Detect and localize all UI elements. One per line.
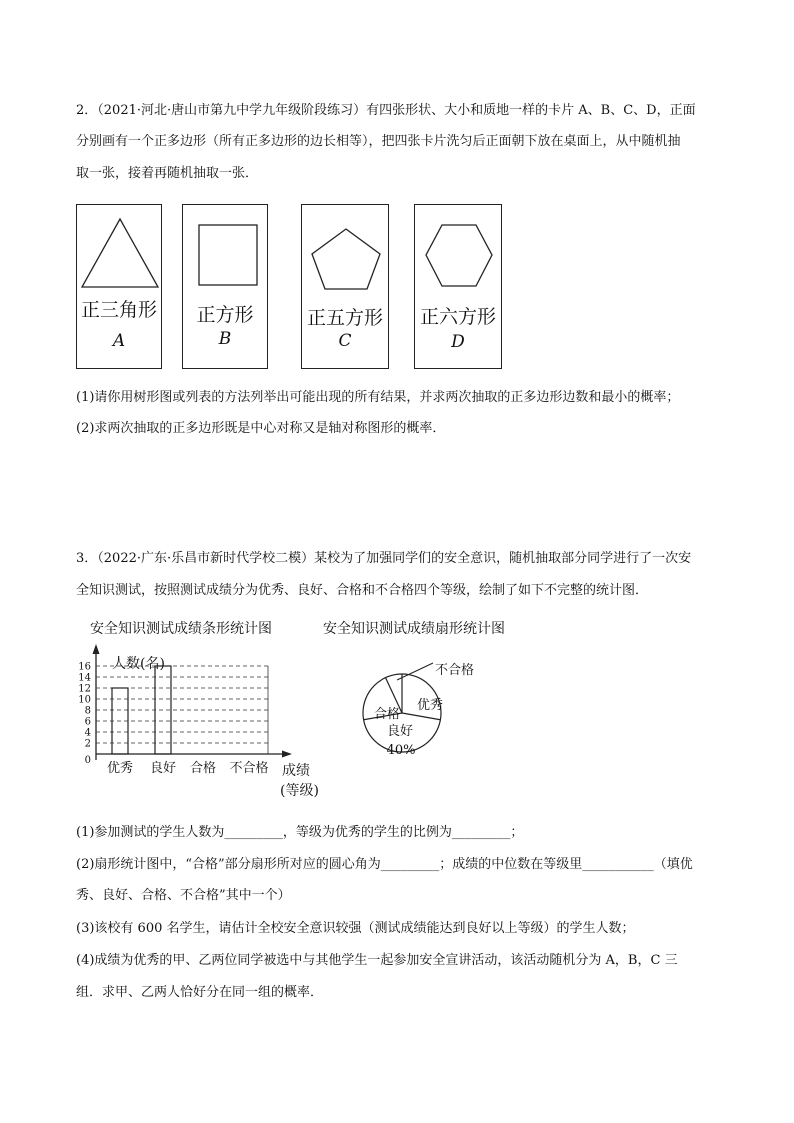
pie-chart [355,650,495,780]
y-tick-label: 6 [84,716,91,728]
y-tick-label: 2 [84,738,91,750]
q3-sub-6: 组．求甲、乙两人恰好分在同一组的概率． [76,985,324,1000]
card-c-letter: C [338,331,352,351]
y-axis-arrow-icon [93,644,100,654]
x-axis-unit: (等级) [280,783,319,799]
card-a-name: 正三角形 [80,299,157,321]
x-category-label: 合格 [189,761,217,776]
q3-sub-3: 秀、良好、合格、不合格”其中一个） [76,888,291,903]
pie-slice-label: 良好 [386,724,414,739]
y-tick-label: 10 [78,694,91,706]
card-d-letter: D [451,332,465,352]
q3-line-2: 全知识测试，按照测试成绩分为优秀、良好、合格和不合格四个等级，绘制了如下不完整的统计图． [76,583,649,598]
y-axis-label: 人数(名) [112,656,165,672]
x-category-label: 不合格 [229,761,269,776]
q2-sub-2: (2)求两次抽取的正多边形既是中心对称又是轴对称图形的概率． [76,421,446,436]
card-c [301,204,389,369]
y-tick-label: 12 [78,683,91,695]
pie-slice-label: 合格 [374,707,401,722]
y-tick-label: 14 [78,672,91,684]
x-category-label: 优秀 [106,761,134,776]
pie-slice-label: 优秀 [417,698,444,713]
card-b [182,204,268,369]
q2-line-3: 取一张，接着再随机抽取一张． [76,166,259,181]
q3-sub-1: (1)参加测试的学生人数为_________，等级为优秀的学生的比例为_________； [76,825,524,840]
q2-line-2: 分别画有一个正多边形（所有正多边形的边长相等），把四张卡片洗匀后正面朝下放在桌面上，从中随机抽 [76,134,681,149]
q3-line-1: 3．（2022·广东·乐昌市新时代学校二模）某校为了加强同学们的安全意识，随机抽取部分同学进行了一次安 [76,551,692,566]
pie-slice-label: 不合格 [435,663,475,678]
card-c-name: 正五方形 [306,307,383,329]
pie-percent-label: 40% [386,743,416,758]
q3-sub-5: (4)成绩为优秀的甲、乙两位同学被选中与其他学生一起参加安全宣讲活动，该活动随机分为 A，B，C 三 [76,953,678,968]
card-b-letter: B [218,329,232,349]
q3-sub-2: (2)扇形统计图中，“合格”部分扇形所对应的圆心角为_________；成绩的中位数在等级里___________（填优 [76,857,693,872]
card-d-name: 正六方形 [419,306,496,328]
x-axis-label: 成绩 [282,763,310,779]
pie-chart-title: 安全知识测试成绩扇形统计图 [323,621,505,637]
card-b-name: 正方形 [196,304,254,326]
bar-chart [72,642,332,802]
q3-sub-4: (3)该校有 600 名学生，请估计全校安全意识较强（测试成绩能达到良好以上等级）的学生人数； [76,921,635,936]
y-tick-label: 8 [84,705,91,717]
x-axis-arrow-icon [282,751,292,758]
y-tick-label: 0 [84,755,91,766]
pie-slice-divider [402,713,440,720]
y-tick-label: 4 [84,727,91,739]
card-a [76,204,162,369]
q2-line-1: 2．（2021·河北·唐山市第九中学九年级阶段练习）有四张形状、大小和质地一样的卡片 A、B、C、D，正面 [76,103,696,118]
q2-sub-1: (1)请你用树形图或列表的方法列举出可能出现的所有结果，并求两次抽取的正多边形边数和最小的概率； [76,390,680,405]
y-tick-label: 16 [78,661,91,673]
card-a-letter: A [112,331,126,351]
x-category-label: 良好 [149,761,177,776]
pie-leader-line [397,663,433,680]
card-d [414,204,502,369]
bar-chart-title: 安全知识测试成绩条形统计图 [90,621,272,637]
